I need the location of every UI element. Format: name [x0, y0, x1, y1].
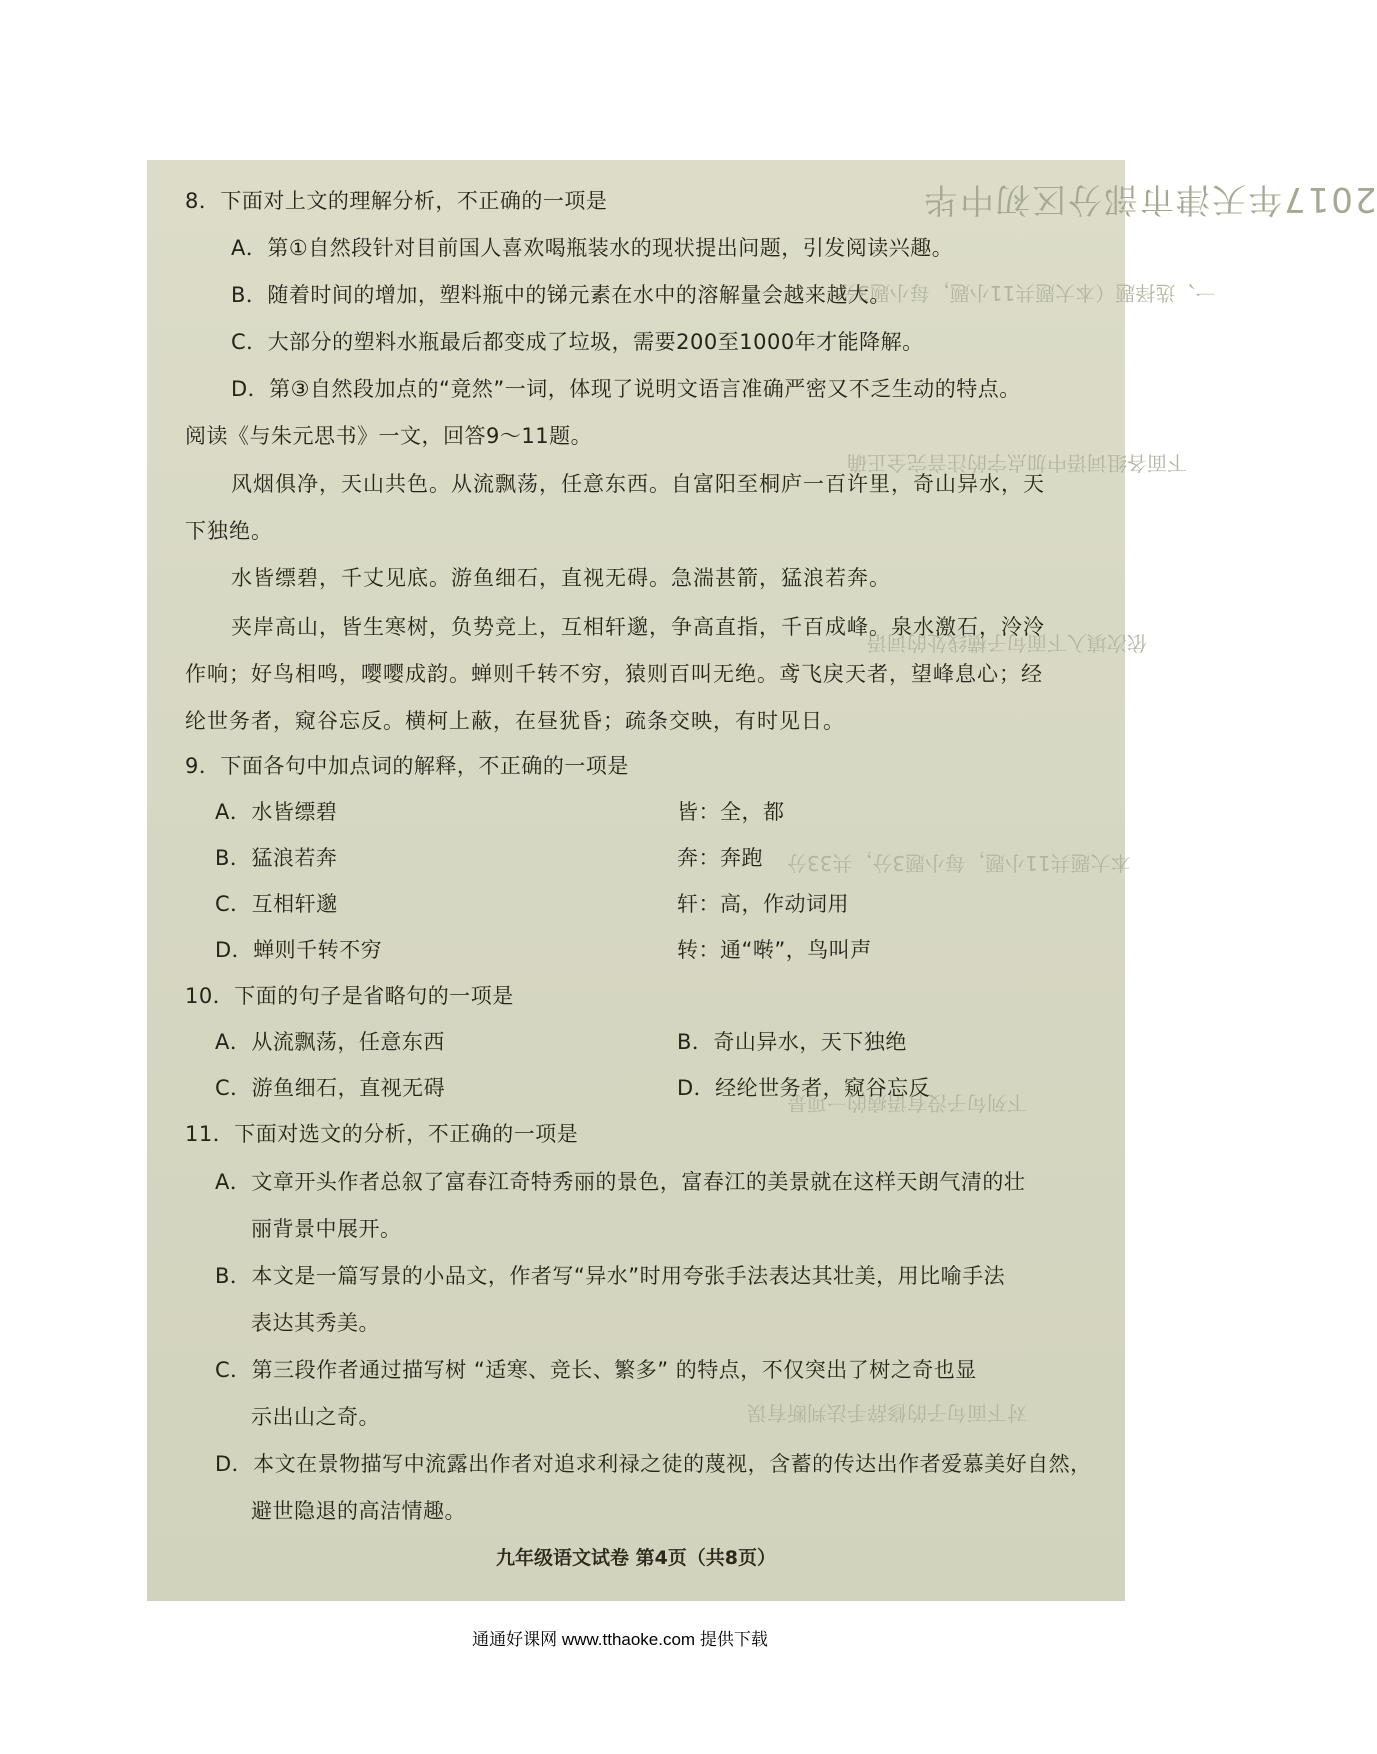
- q9-option-b-explain: 奔：奔跑: [677, 846, 763, 870]
- q11-option-d-line2: 避世隐退的高洁情趣。: [251, 1499, 466, 1523]
- passage-p1-line2: 下独绝。: [185, 519, 273, 543]
- q11-option-b-line2: 表达其秀美。: [251, 1311, 380, 1335]
- q10-option-d: D．经纶世务者，窥谷忘反: [677, 1076, 931, 1100]
- q8-option-d: D．第③自然段加点的“竟然”一词，体现了说明文语言准确严密又不乏生动的特点。: [231, 377, 1021, 401]
- q10-option-a: A．从流飘荡，任意东西: [215, 1030, 445, 1054]
- passage-p3-line3: 纶世务者，窥谷忘反。横柯上蔽，在昼犹昏；疏条交映，有时见日。: [185, 709, 845, 733]
- show-through-line: 一、选择题（本大题共11小题，每小题3分: [837, 281, 1216, 305]
- q10-option-c: C．游鱼细石，直视无碍: [215, 1076, 446, 1100]
- page-footer: 九年级语文试卷 第4页（共8页）: [495, 1547, 777, 1569]
- q9-option-a-explain: 皆：全，都: [677, 800, 785, 824]
- show-through-line: 本大题共11小题，每小题3分，共33分: [787, 851, 1131, 875]
- exam-page-photo: [147, 160, 1377, 1601]
- q11-option-b-line1: B．本文是一篇写景的小品文，作者写“异水”时用夸张手法表达其壮美，用比喻手法: [215, 1264, 1006, 1288]
- q11-stem: 11．下面对选文的分析，不正确的一项是: [185, 1122, 579, 1146]
- exam-content: [147, 160, 1125, 1601]
- q9-option-c: C．互相轩邈: [215, 892, 338, 916]
- passage-p3-line2: 作响；好鸟相鸣，嘤嘤成韵。蝉则千转不穷，猿则百叫无绝。鸢飞戾天者，望峰息心；经: [185, 662, 1043, 686]
- download-footer: 通通好课网 www.tthaoke.com 提供下载: [472, 1630, 768, 1649]
- q9-option-d: D．蝉则千转不穷: [215, 938, 383, 962]
- q9-option-d-explain: 转：通“啭”，鸟叫声: [677, 938, 872, 962]
- q11-option-d-line1: D．本文在景物描写中流露出作者对追求利禄之徒的蔑视，含蓄的传达出作者爱慕美好自然，: [215, 1452, 1092, 1476]
- q11-option-a-line1: A．文章开头作者总叙了富春江奇特秀丽的景色，富春江的美景就在这样天朗气清的壮: [215, 1170, 1026, 1194]
- q9-option-c-explain: 轩：高，作动词用: [677, 892, 849, 916]
- q10-option-b: B．奇山异水，天下独绝: [677, 1030, 907, 1054]
- passage-p3-line1: 夹岸高山，皆生寒树，负势竞上，互相轩邈，争高直指，千百成峰。泉水激石，泠泠: [231, 615, 1045, 639]
- show-through-line: 下面各组词语中加点字的注音完全正确: [847, 451, 1187, 475]
- q8-stem: 8．下面对上文的理解分析，不正确的一项是: [185, 189, 608, 213]
- q9-option-a: A．水皆缥碧: [215, 800, 338, 824]
- q11-option-c-line2: 示出山之奇。: [251, 1405, 380, 1429]
- q8-option-a: A．第①自然段针对目前国人喜欢喝瓶装水的现状提出问题，引发阅读兴趣。: [231, 236, 954, 260]
- q8-option-c: C．大部分的塑料水瓶最后都变成了垃圾，需要200至1000年才能降解。: [231, 330, 924, 354]
- q11-option-c-line1: C．第三段作者通过描写树 “适寒、竞长、繁多” 的特点，不仅突出了树之奇也显: [215, 1358, 977, 1382]
- q9-option-b: B．猛浪若奔: [215, 846, 338, 870]
- reading-intro: 阅读《与朱元思书》一文，回答9～11题。: [185, 424, 593, 448]
- q8-option-b: B．随着时间的增加，塑料瓶中的锑元素在水中的溶解量会越来越大。: [231, 283, 891, 307]
- passage-p1-line1: 风烟俱净，天山共色。从流飘荡，任意东西。自富阳至桐庐一百许里，奇山异水，天: [231, 472, 1045, 496]
- show-through-line: 依次填入下面句子横线处的词语: [867, 631, 1147, 655]
- q9-stem: 9．下面各句中加点词的解释，不正确的一项是: [185, 754, 629, 778]
- q11-option-a-line2: 丽背景中展开。: [251, 1217, 402, 1241]
- show-through-line: 对下面句子的修辞手法判断有误: [747, 1401, 1027, 1425]
- q10-stem: 10．下面的句子是省略句的一项是: [185, 984, 514, 1008]
- passage-p2: 水皆缥碧，千丈见底。游鱼细石，直视无碍。急湍甚箭，猛浪若奔。: [231, 566, 891, 590]
- show-through-line: 下列句子没有语病的一项是: [787, 1091, 1027, 1115]
- show-through-title: 2017年天津市部分区初中毕: [922, 179, 1377, 219]
